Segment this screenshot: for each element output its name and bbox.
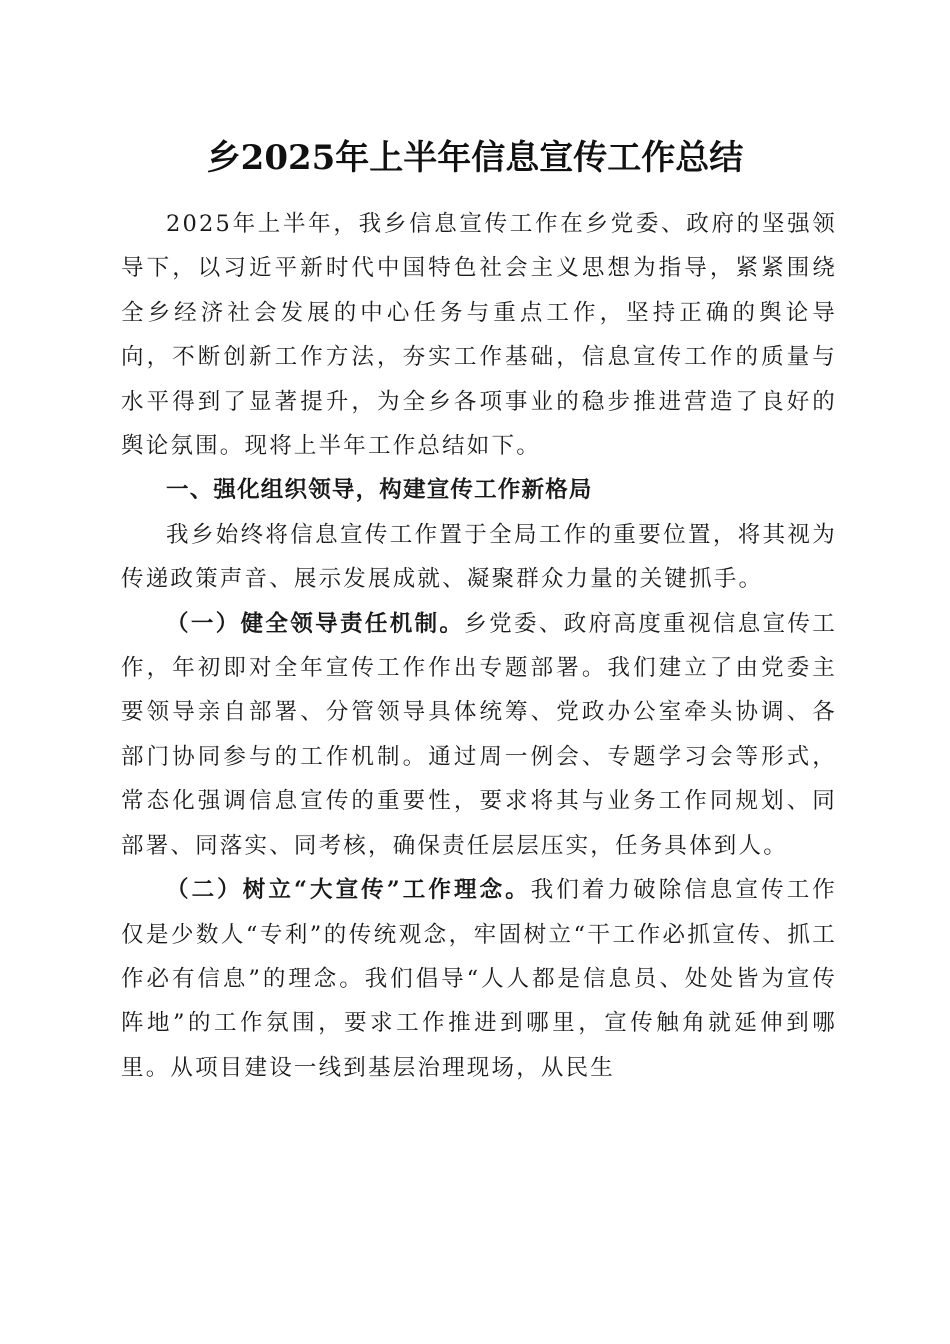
document-title: 乡2025年上半年信息宣传工作总结 [206,138,744,178]
item-lead-1: （一）健全领导责任机制。 [166,610,465,637]
section-heading: 一、强化组织领导，构建宣传工作新格局 [166,477,593,504]
item-paragraph-2 [121,868,837,1090]
item-text-2: 我们着力破除信息宣传工作仅是少数人“专利”的传统观念，牢固树立“干工作必抓宣传、抓工作必有信息”的理念。我们倡导“人人都是信息员、处处皆为宣传阵地”的工作氛围，要求工作推进到哪里，宣传触角就延伸到哪里。从项目建设一线到基层治理现场，从民生 [121,877,837,1081]
section-intro-paragraph: 我乡始终将信息宣传工作置于全局工作的重要位置，将其视为传递政策声音、展示发展成就、凝聚群众力量的关键抓手。 [121,521,837,593]
item-text-1: 乡党委、政府高度重视信息宣传工作，年初即对全年宣传工作作出专题部署。我们建立了由党委主要领导亲自部署、分管领导具体统筹、党政办公室牵头协调、各部门协同参与的工作机制。通过周一例会、专题学习会等形式，常态化强调信息宣传的重要性，要求将其与业务工作同规划、同部署、同落实、同考核，确保责任层层压实，任务具体到人。 [121,610,837,859]
intro-paragraph: 2025年上半年，我乡信息宣传工作在乡党委、政府的坚强领导下，以习近平新时代中国特色社会主义思想为指导，紧紧围绕全乡经济社会发展的中心任务与重点工作，坚持正确的舆论导向，不断创新工作方法，夯实工作基础，信息宣传工作的质量与水平得到了显著提升，为全乡各项事业的稳步推进营造了良好的舆论氛围。现将上半年工作总结如下。 [121,211,837,460]
item-paragraph-1 [121,602,837,868]
item-lead-2: （二）树立“大宣传”工作理念。 [166,877,531,904]
document-body [121,202,837,1090]
